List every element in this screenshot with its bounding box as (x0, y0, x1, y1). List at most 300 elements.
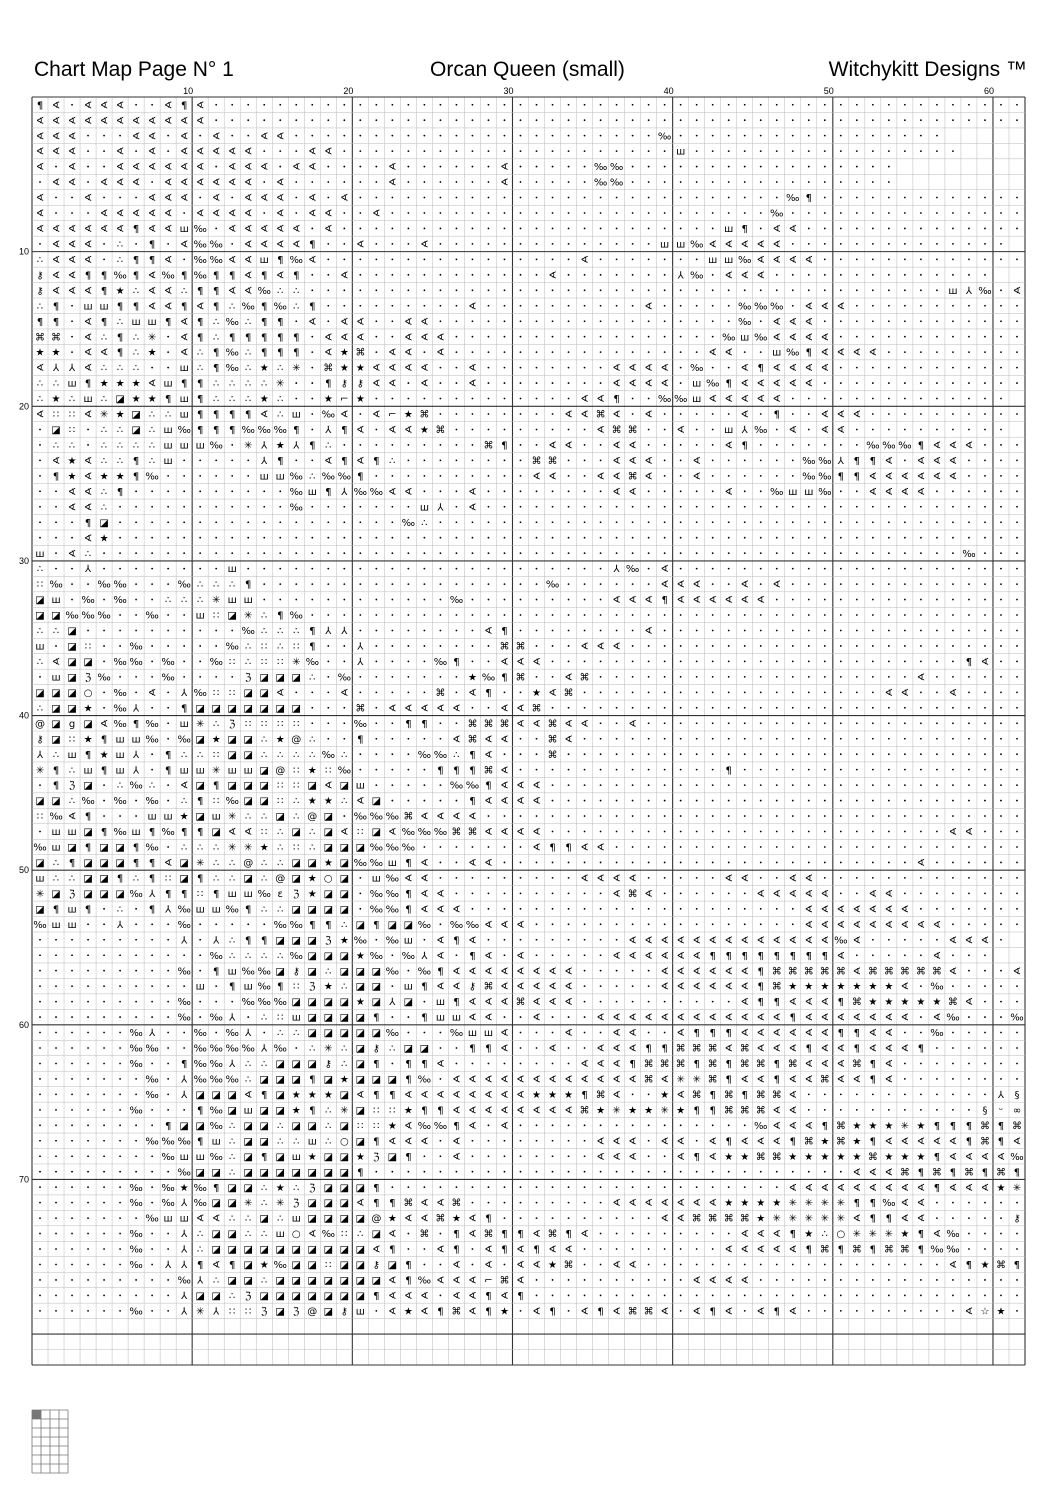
stitch-symbol: ‰ (241, 966, 255, 978)
stitch-symbol: ⌘ (707, 1074, 718, 1086)
stitch-dot (920, 939, 922, 941)
stitch-dot (1016, 212, 1018, 214)
stitch-dot (55, 568, 57, 570)
stitch-symbol: ∢ (852, 966, 862, 978)
stitch-dot (552, 521, 554, 523)
stitch-dot (1016, 923, 1018, 925)
stitch-symbol: ¶ (148, 254, 156, 266)
stitch-dot (231, 923, 233, 925)
stitch-symbol: ✳ (244, 842, 253, 854)
stitch-symbol: ∢ (948, 455, 958, 467)
stitch-dot (440, 645, 442, 647)
stitch-symbol: ‰ (770, 208, 784, 220)
stitch-dot (423, 676, 425, 678)
stitch-dot (712, 862, 714, 864)
stitch-symbol: ‰ (369, 950, 384, 962)
stitch-dot (119, 135, 121, 137)
stitch-symbol: ¶ (245, 332, 252, 344)
stitch-symbol: ¶ (885, 1213, 893, 1225)
stitch-dot (632, 1217, 634, 1219)
stitch-dot (792, 243, 794, 245)
stitch-dot (904, 104, 906, 106)
stitch-symbol: ¶ (661, 595, 668, 607)
stitch-symbol: ✳ (900, 1120, 910, 1132)
stitch-dot (71, 1202, 73, 1204)
stitch-dot (119, 1078, 121, 1080)
stitch-symbol: ∢ (35, 131, 45, 143)
stitch-symbol: ‰ (177, 1136, 191, 1148)
stitch-dot (55, 552, 57, 554)
stitch-symbol: ш (243, 765, 253, 777)
stitch-dot (71, 1124, 73, 1126)
stitch-dot (1016, 305, 1018, 307)
stitch-symbol: ∢ (788, 935, 797, 947)
stitch-dot (391, 599, 393, 601)
stitch-symbol: ∢ (612, 1198, 621, 1210)
stitch-symbol: ∢ (340, 332, 349, 344)
stitch-dot (760, 568, 762, 570)
stitch-symbol: ★ (131, 378, 141, 390)
stitch-symbol: ∢ (500, 162, 509, 174)
stitch-dot (648, 150, 650, 152)
stitch-dot (39, 537, 41, 539)
stitch-dot (664, 630, 666, 632)
stitch-symbol: ✳ (788, 1198, 797, 1210)
stitch-dot (135, 150, 137, 152)
stitch-symbol: ¶ (949, 1167, 957, 1179)
stitch-symbol: ◪ (291, 935, 301, 947)
stitch-dot (568, 104, 570, 106)
stitch-symbol: ∴ (261, 1182, 268, 1194)
stitch-dot (968, 954, 970, 956)
stitch-dot (504, 846, 506, 848)
stitch-symbol: ∢ (516, 1074, 525, 1086)
stitch-dot (456, 289, 458, 291)
stitch-symbol: ∴ (261, 378, 268, 390)
stitch-dot (423, 1186, 425, 1188)
stitch-dot (231, 197, 233, 199)
stitch-dot (343, 104, 345, 106)
stitch-symbol: ∢ (147, 285, 157, 297)
stitch-dot (584, 1155, 586, 1157)
stitch-symbol: ∢ (948, 471, 958, 483)
stitch-symbol: ∴ (116, 904, 124, 916)
stitch-dot (215, 506, 217, 508)
stitch-dot (840, 568, 842, 570)
stitch-dot (39, 1016, 41, 1018)
stitch-symbol: ⌘ (51, 332, 62, 344)
stitch-symbol: ∢ (244, 208, 253, 220)
stitch-dot (744, 521, 746, 523)
stitch-dot (183, 645, 185, 647)
stitch-symbol: ∢ (692, 950, 701, 962)
stitch-dot (808, 831, 810, 833)
stitch-dot (71, 583, 73, 585)
stitch-symbol: ∢ (724, 1244, 733, 1256)
stitch-dot (456, 846, 458, 848)
stitch-dot (520, 892, 522, 894)
stitch-dot (520, 289, 522, 291)
stitch-dot (135, 599, 137, 601)
stitch-dot (536, 135, 538, 137)
stitch-dot (504, 243, 506, 245)
stitch-symbol: ∴ (68, 394, 76, 406)
stitch-symbol: ∢ (932, 950, 942, 962)
stitch-symbol: ∢ (724, 981, 733, 993)
stitch-dot (440, 614, 442, 616)
stitch-dot (311, 336, 313, 338)
stitch-dot (808, 104, 810, 106)
stitch-dot (760, 707, 762, 709)
column-tick-label: 40 (663, 86, 674, 96)
stitch-dot (1000, 599, 1002, 601)
stitch-dot (247, 568, 249, 570)
stitch-dot (39, 784, 41, 786)
stitch-symbol: ∢ (612, 1089, 621, 1101)
stitch-symbol: ★ (660, 1089, 670, 1101)
stitch-dot (440, 846, 442, 848)
stitch-dot (504, 1264, 506, 1266)
stitch-dot (744, 197, 746, 199)
stitch-dot (568, 1217, 570, 1219)
stitch-symbol: ‰ (417, 749, 432, 761)
stitch-symbol: ш (83, 765, 93, 777)
stitch-dot (1016, 1032, 1018, 1034)
stitch-symbol: ¶ (212, 425, 220, 437)
stitch-symbol: ◪ (259, 1120, 269, 1132)
stitch-dot (856, 521, 858, 523)
stitch-dot (888, 630, 890, 632)
stitch-symbol: ✳ (276, 378, 285, 390)
stitch-dot (103, 1001, 105, 1003)
stitch-dot (151, 1248, 153, 1250)
stitch-dot (71, 1155, 73, 1157)
stitch-symbol: ★ (131, 394, 141, 406)
stitch-dot (824, 289, 826, 291)
stitch-dot (231, 552, 233, 554)
stitch-symbol: ∢ (788, 1089, 797, 1101)
stitch-dot (504, 521, 506, 523)
stitch-dot (520, 537, 522, 539)
stitch-dot (584, 119, 586, 121)
stitch-dot (920, 521, 922, 523)
stitch-dot (295, 181, 297, 183)
stitch-dot (440, 382, 442, 384)
stitch-dot (167, 1171, 169, 1173)
stitch-dot (936, 1063, 938, 1065)
stitch-symbol: ✳ (244, 440, 253, 452)
stitch-dot (904, 197, 906, 199)
stitch-dot (183, 459, 185, 461)
stitch-dot (984, 274, 986, 276)
stitch-symbol: ∢ (628, 950, 637, 962)
stitch-dot (952, 119, 954, 121)
stitch-dot (664, 1264, 666, 1266)
stitch-symbol: ∢ (772, 935, 781, 947)
stitch-dot (151, 1264, 153, 1266)
stitch-symbol: ∢ (644, 301, 653, 313)
stitch-dot (504, 1202, 506, 1204)
stitch-symbol: ‰ (385, 935, 400, 947)
stitch-symbol: ∢ (836, 1059, 846, 1071)
stitch-dot (39, 1217, 41, 1219)
stitch-symbol: ‰ (1010, 1151, 1024, 1163)
stitch-symbol: ✳ (228, 811, 237, 823)
stitch-symbol: ∢ (340, 270, 349, 282)
stitch-symbol: ★ (339, 1074, 349, 1086)
stitch-dot (968, 119, 970, 121)
stitch-symbol: ∢ (147, 687, 157, 699)
stitch-dot (648, 490, 650, 492)
stitch-dot (584, 630, 586, 632)
stitch-dot (744, 135, 746, 137)
stitch-dot (1000, 367, 1002, 369)
stitch-symbol: ★ (403, 409, 413, 421)
stitch-dot (1016, 583, 1018, 585)
stitch-dot (920, 815, 922, 817)
stitch-dot (984, 815, 986, 817)
stitch-dot (1016, 568, 1018, 570)
stitch-dot (840, 722, 842, 724)
stitch-dot (872, 738, 874, 740)
stitch-symbol: ∢ (580, 409, 589, 421)
stitch-dot (888, 274, 890, 276)
stitch-symbol: ∢ (628, 1136, 637, 1148)
stitch-dot (423, 459, 425, 461)
stitch-dot (616, 1217, 618, 1219)
stitch-symbol: ∴ (245, 1213, 252, 1225)
stitch-dot (824, 1171, 826, 1173)
stitch-dot (920, 382, 922, 384)
stitch-dot (295, 1047, 297, 1049)
stitch-symbol: ∢ (564, 734, 573, 746)
stitch-dot (167, 506, 169, 508)
stitch-dot (872, 367, 874, 369)
stitch-dot (151, 1233, 153, 1235)
stitch-symbol: ‰ (49, 579, 63, 591)
stitch-symbol: ∢ (644, 950, 653, 962)
stitch-dot (856, 1279, 858, 1281)
stitch-dot (984, 614, 986, 616)
stitch-dot (840, 166, 842, 168)
stitch-symbol: ‰ (882, 440, 896, 452)
stitch-symbol: ∢ (244, 162, 253, 174)
stitch-symbol: ★ (868, 997, 878, 1009)
stitch-symbol: ∢ (804, 1012, 813, 1024)
stitch-dot (488, 181, 490, 183)
stitch-symbol: ★ (788, 1151, 798, 1163)
stitch-dot (103, 1140, 105, 1142)
stitch-symbol: ∢ (548, 1043, 557, 1055)
stitch-symbol: @ (275, 873, 286, 885)
stitch-dot (904, 367, 906, 369)
stitch-dot (536, 1186, 538, 1188)
stitch-symbol: ◪ (259, 672, 269, 684)
stitch-dot (888, 862, 890, 864)
stitch-dot (584, 336, 586, 338)
stitch-dot (792, 475, 794, 477)
stitch-dot (632, 258, 634, 260)
stitch-symbol: ∴ (180, 595, 188, 607)
stitch-symbol: ‰ (225, 641, 239, 653)
stitch-symbol: ‰ (145, 1213, 159, 1225)
stitch-dot (552, 908, 554, 910)
stitch-dot (568, 243, 570, 245)
stitch-dot (488, 537, 490, 539)
stitch-symbol: ∢ (628, 1043, 637, 1055)
stitch-symbol: ∢ (740, 966, 749, 978)
stitch-symbol: ∴ (309, 734, 316, 746)
stitch-symbol: ¶ (485, 1213, 492, 1225)
stitch-dot (936, 1217, 938, 1219)
stitch-symbol: ◪ (387, 1151, 398, 1163)
stitch-dot (792, 398, 794, 400)
stitch-dot (55, 1093, 57, 1095)
stitch-symbol: ‰ (97, 579, 111, 591)
stitch-dot (167, 521, 169, 523)
stitch-dot (600, 459, 602, 461)
stitch-symbol: ∢ (356, 1089, 365, 1101)
stitch-dot (39, 831, 41, 833)
stitch-symbol: ∢ (756, 270, 765, 282)
stitch-symbol: ∢ (67, 177, 77, 189)
stitch-dot (696, 661, 698, 663)
stitch-dot (904, 1032, 906, 1034)
stitch-dot (71, 320, 73, 322)
stitch-dot (87, 150, 89, 152)
stitch-dot (968, 1063, 970, 1065)
stitch-dot (872, 104, 874, 106)
stitch-dot (488, 459, 490, 461)
stitch-dot (472, 119, 474, 121)
stitch-dot (55, 1264, 57, 1266)
stitch-dot (712, 305, 714, 307)
stitch-symbol: ¶ (725, 765, 732, 777)
stitch-symbol: ∢ (660, 935, 669, 947)
stitch-dot (568, 753, 570, 755)
stitch-dot (712, 630, 714, 632)
stitch-dot (584, 197, 586, 199)
stitch-dot (456, 1063, 458, 1065)
stitch-dot (936, 1078, 938, 1080)
stitch-symbol: ◪ (259, 687, 269, 699)
stitch-symbol: ∢ (404, 486, 413, 498)
stitch-dot (888, 289, 890, 291)
stitch-dot (151, 661, 153, 663)
stitch-dot (359, 877, 361, 879)
stitch-dot (103, 1109, 105, 1111)
stitch-symbol: ∢ (468, 301, 477, 313)
stitch-dot (311, 583, 313, 585)
stitch-dot (568, 1202, 570, 1204)
stitch-dot (488, 336, 490, 338)
stitch-symbol: ∴ (212, 842, 220, 854)
stitch-dot (103, 970, 105, 972)
stitch-dot (407, 459, 409, 461)
stitch-dot (808, 630, 810, 632)
stitch-dot (311, 506, 313, 508)
stitch-dot (696, 1140, 698, 1142)
stitch-dot (71, 521, 73, 523)
stitch-symbol: ∴ (116, 316, 124, 328)
stitch-symbol: ∢ (788, 1244, 797, 1256)
stitch-dot (311, 599, 313, 601)
stitch-dot (920, 800, 922, 802)
stitch-dot (920, 784, 922, 786)
stitch-symbol: ∢ (292, 239, 301, 251)
stitch-dot (552, 1295, 554, 1297)
stitch-dot (808, 1295, 810, 1297)
stitch-dot (87, 444, 89, 446)
stitch-dot (504, 908, 506, 910)
stitch-symbol: ¶ (309, 1105, 316, 1117)
stitch-dot (776, 1295, 778, 1297)
stitch-symbol: ∢ (740, 1074, 749, 1086)
stitch-dot (680, 815, 682, 817)
stitch-symbol: ∴ (229, 935, 236, 947)
stitch-dot (552, 1186, 554, 1188)
stitch-symbol: ‰ (433, 827, 448, 839)
stitch-symbol: ¶ (405, 1260, 412, 1272)
stitch-dot (343, 815, 345, 817)
stitch-dot (472, 661, 474, 663)
stitch-dot (1000, 630, 1002, 632)
stitch-dot (103, 150, 105, 152)
stitch-symbol: ★ (99, 471, 109, 483)
stitch-symbol: ∢ (692, 595, 701, 607)
stitch-symbol: ⅄ (965, 285, 972, 297)
stitch-dot (680, 800, 682, 802)
stitch-dot (423, 1171, 425, 1173)
stitch-dot (472, 243, 474, 245)
stitch-symbol: ◪ (211, 1291, 221, 1303)
stitch-symbol: ¶ (853, 455, 861, 467)
stitch-dot (760, 1171, 762, 1173)
stitch-symbol: ∢ (500, 796, 509, 808)
stitch-dot (952, 862, 954, 864)
stitch-dot (39, 1063, 41, 1065)
stitch-dot (440, 490, 442, 492)
stitch-dot (872, 769, 874, 771)
stitch-symbol: ∢ (836, 1182, 846, 1194)
stitch-dot (904, 398, 906, 400)
stitch-dot (856, 1093, 858, 1095)
stitch-dot (936, 846, 938, 848)
stitch-dot (584, 599, 586, 601)
stitch-dot (744, 552, 746, 554)
stitch-symbol: ¶ (212, 888, 220, 900)
stitch-symbol: ∢ (67, 115, 77, 127)
stitch-symbol: ∢ (244, 827, 253, 839)
stitch-dot (936, 1093, 938, 1095)
stitch-dot (984, 1016, 986, 1018)
stitch-symbol: ∢ (884, 904, 894, 916)
stitch-symbol: ‰ (161, 672, 175, 684)
stitch-dot (536, 738, 538, 740)
stitch-symbol: ◪ (371, 997, 382, 1009)
stitch-dot (984, 1202, 986, 1204)
stitch-dot (728, 135, 730, 137)
stitch-dot (199, 135, 201, 137)
stitch-dot (1000, 583, 1002, 585)
stitch-symbol: ∢ (788, 363, 797, 375)
stitch-dot (375, 274, 377, 276)
stitch-symbol: ∢ (516, 718, 525, 730)
stitch-symbol: ◪ (275, 811, 285, 823)
stitch-dot (616, 815, 618, 817)
stitch-dot (840, 599, 842, 601)
stitch-dot (920, 1063, 922, 1065)
